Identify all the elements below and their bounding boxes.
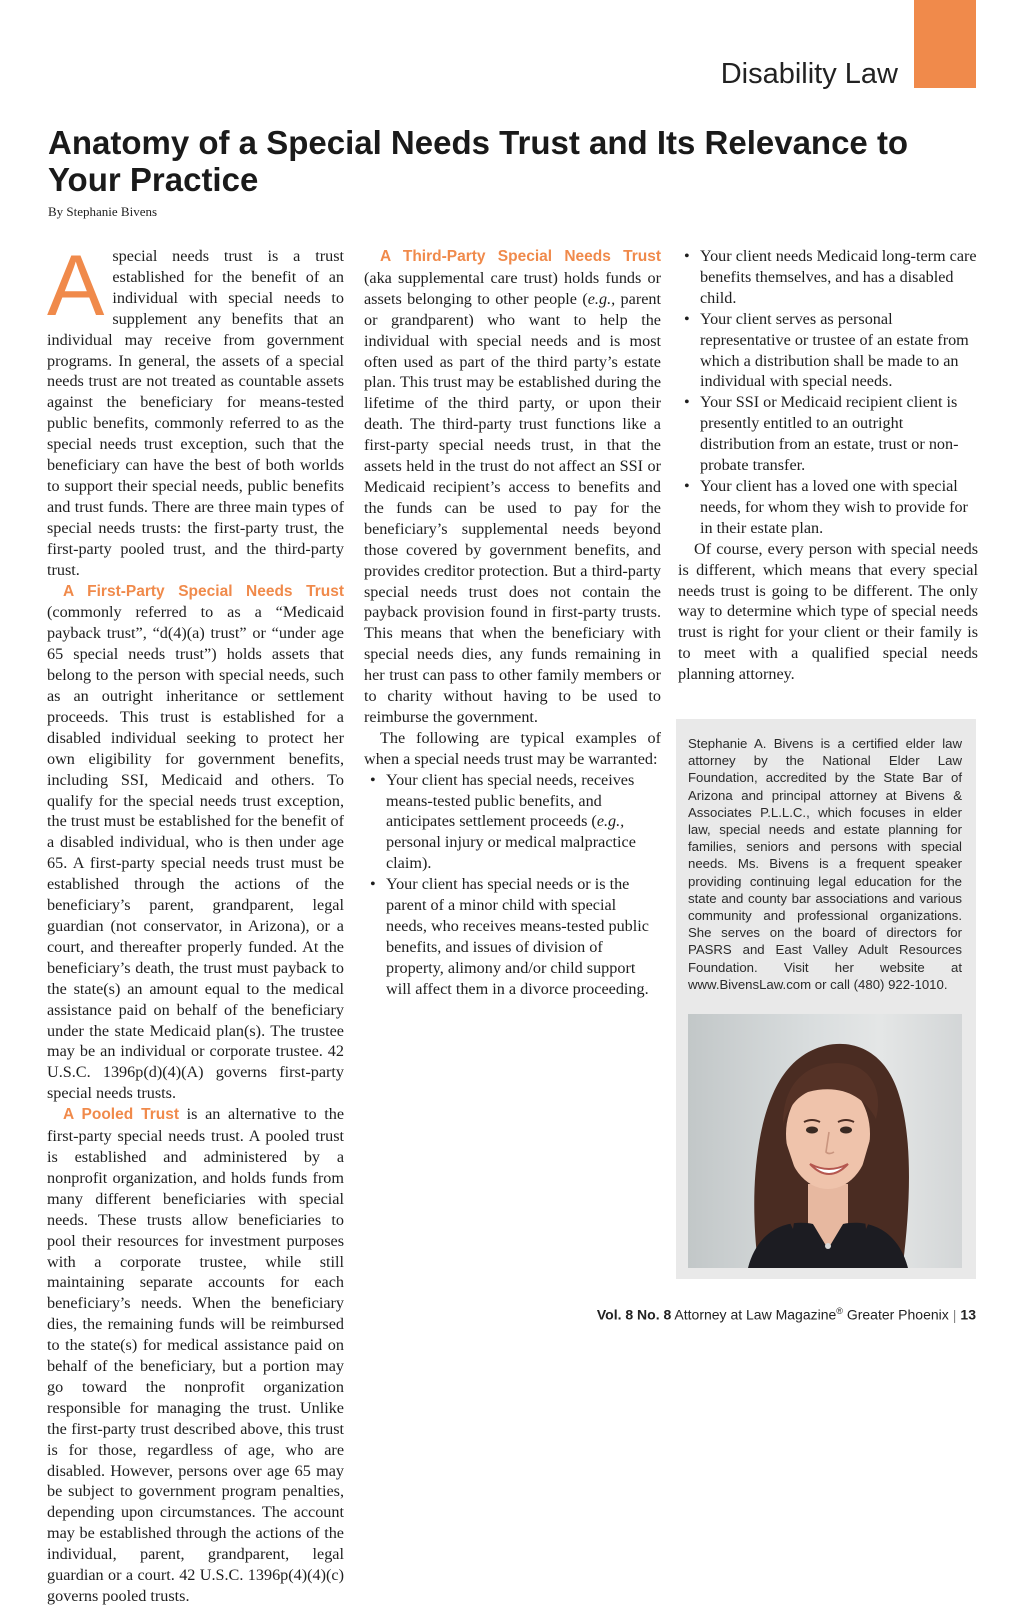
text-column-1	[47, 238, 345, 1607]
pooled-paragraph	[47, 1104, 344, 1607]
magazine-name: Attorney at Law Magazine	[674, 1306, 837, 1323]
region-name: Greater Phoenix	[846, 1306, 949, 1323]
intro-paragraph	[47, 238, 344, 581]
text-column-2	[364, 246, 661, 1000]
page-footer	[597, 1306, 976, 1323]
examples-list-a	[364, 770, 661, 1000]
author-portrait-illustration	[688, 1014, 962, 1268]
closing-paragraph: Of course, every person with special needs is different, which means that every special needs trust is going to be different. The only way to determine which type of special needs trust is right for your client or their family is to meet with a qualified special needs planning attorney.	[678, 539, 978, 684]
pooled-text: is an alternative to the first-party special needs trust. A pooled trust is established and administered by a nonprofit organization, and holds funds from many different beneficiaries with special needs. These trusts allow beneficiaries to pool their resources for investment purposes with a corporate trustee, while still maintaining separate accounts for each beneficiary’s needs. When the beneficiary dies, the remaining funds will be reimbursed to the state(s) for medical assistance paid on behalf of the beneficiary, but a portion may go toward the nonprofit organization responsible for managing the trust. Unlike the first-party trust described above, this trust is for those, regardless of age, who are disabled. However, persons over age 65 may be subject to government program penalties, depending upon circumstances. The account may be established through the actions of the individual, parent, grandparent, legal guardian or a court. 42 U.S.C. 1396p(4)(4)(c) governs pooled trusts.	[47, 1105, 345, 1605]
list-item: • Your client has special needs, receives means-tested public benefits, and anticipates settlement proceeds (e.g., personal injury or medical malpractice claim).	[386, 770, 661, 875]
list-item: • Your SSI or Medicaid recipient client is presently entitled to an outright distribution from an estate, trust or non-probate transfer.	[700, 392, 978, 476]
section-label: Disability Law	[720, 58, 898, 90]
third-party-text-a: (aka supplemental care trust) holds funds or assets belonging to other people (	[364, 268, 661, 308]
intro-text: special needs trust is a trust established for the benefit of an individual with special needs to supplement any benefits that an individual may receive from government programs. In general, the assets of a special needs trust are not treated as countable assets against the beneficiary for means-tested public benefits, commonly referred to as the special needs trust exception, such that the beneficiary can have the best of both worlds to support their special needs, public benefits and trust funds. There are three main types of special needs trusts: the first-party trust, the first-party pooled trust, and the third-party trust.	[47, 247, 344, 579]
text-column-3	[678, 246, 978, 685]
list-item: • Your client has special needs or is the parent of a minor child with special needs, who receives means-tested public benefits, and issues of division of property, alimony and/or child support will affect them in a divorce proceeding.	[386, 874, 661, 999]
page-number: 13	[960, 1306, 976, 1323]
section-color-tab	[914, 0, 976, 88]
first-party-text: (commonly referred to as a “Medicaid payback trust”, “d(4)(a) trust” or “under age 65 special needs trust”) holds assets that belong to the person with special needs, such as an outright inheritance or settlement proceeds. This trust is established for a disabled individual seeking to protect her own eligibility for government benefits, including SSI, Medicaid and others. To qualify for the special needs trust exception, the trust must be established for the benefit of a disabled individual, who is then under age 65. A first-party special needs trust must be established through the actions of the beneficiary’s parent, grandparent, legal guardian (not conservator, in Arizona), or a court, and thereafter properly funded. At the beneficiary’s death, the trust must payback to the state(s) an amount equal to the medical assistance paid on behalf of the beneficiary under the state Medicaid plan(s). The trustee may be an individual or corporate trustee. 42 U.S.C. 1396p(d)(4)(A) governs first-party special needs trusts.	[47, 603, 344, 1103]
third-party-text-b: parent or grandparent) who want to help the individual with special needs and is most often used as part of the third party’s estate plan. This trust may be established during the lifetime of the third party, or upon their death. The third-party trust functions like a first-party special needs trust, in that the assets held in the trust do not affect an SSI or Medicaid recipient’s access to benefits and the funds can be used to pay for the beneficiary’s supplemental needs beyond those covered by government benefits, and provides creditor protection. But a third-party special needs trust does not contain the payback provision found in first-party trusts. This means that when the beneficiary with special needs dies, any funds remaining in her trust can pass to other family members or to charity without having to be used to reimburse the government.	[364, 289, 661, 726]
list-item: • Your client has a loved one with special needs, for whom they wish to provide for in their estate plan.	[700, 476, 978, 539]
examples-list-b	[678, 246, 978, 539]
author-photo	[688, 1014, 962, 1268]
first-party-heading: A First-Party Special Needs Trust	[63, 582, 344, 600]
third-party-paragraph	[364, 246, 661, 728]
first-party-paragraph	[47, 581, 344, 1105]
drop-cap: A	[47, 238, 105, 334]
list-item: • Your client serves as personal representative or trustee of an estate from which a distribution shall be made to an individual with special needs.	[700, 309, 978, 393]
list-item: • Your client needs Medicaid long-term care benefits themselves, and has a disabled child.	[700, 246, 978, 309]
registered-mark: ®	[836, 1306, 843, 1316]
author-bio: Stephanie A. Bivens is a certified elder law attorney by the National Elder Law Foundation, accredited by the State Bar of Arizona and principal attorney at Bivens & Associates P.L.L.C., which focuses in elder law, special needs and estate planning for families, seniors and persons with special needs. Ms. Bivens is a frequent speaker providing continuing legal education for the state and county bar associations and various community and professional organizations. She serves on the board of directors for PASRS and East Valley Adult Resources Foundation. Visit her website at www.BivensLaw.com or call (480) 922-1010.	[688, 736, 962, 992]
pooled-heading: A Pooled Trust	[63, 1106, 180, 1124]
issue-label: Vol. 8 No. 8	[596, 1306, 672, 1323]
article-title: Anatomy of a Special Needs Trust and Its Relevance to Your Practice	[48, 124, 909, 198]
third-party-eg: e.g.,	[587, 289, 616, 308]
byline: By Stephanie Bivens	[48, 204, 158, 219]
examples-intro: The following are typical examples of when a special needs trust may be warranted:	[364, 728, 661, 768]
footer-separator: |	[952, 1306, 957, 1323]
third-party-heading: A Third-Party Special Needs Trust	[380, 248, 661, 265]
